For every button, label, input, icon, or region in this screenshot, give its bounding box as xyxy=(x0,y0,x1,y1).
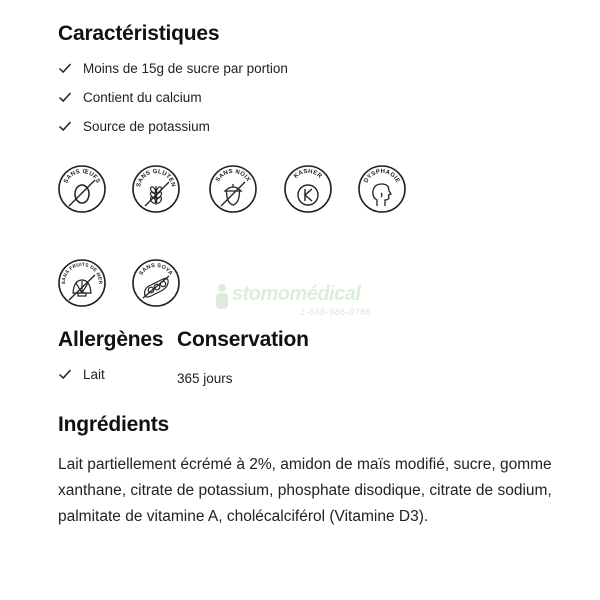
egg-icon xyxy=(69,180,95,206)
badge-dysphagie xyxy=(357,164,407,214)
badge-label: SANS SOYA xyxy=(138,262,174,277)
ingredients-text: Lait partiellement écrémé à 2%, amidon de maïs modifié, sucre, gomme xanthane, citrate de potassium, phosphate disodique, citrate de sodium, palmitate de vitamine A, cholécalciférol (Vitamine D3). xyxy=(58,456,552,525)
badge-label: DYSPHAGIE xyxy=(363,168,401,185)
badge-sans-soya xyxy=(131,258,181,308)
checkmark-icon xyxy=(58,367,72,381)
badge-sans-fruits-de-mer xyxy=(57,258,107,308)
ingredients-title: Ingrédients xyxy=(58,413,169,436)
checkmark-icon xyxy=(58,61,72,75)
badge-label: SANS NOIX xyxy=(215,168,251,184)
characteristic-text: Contient du calcium xyxy=(83,89,202,105)
badge-label: SANS GLUTEN xyxy=(136,168,176,188)
watermark-brand: stomomédical xyxy=(232,283,361,305)
badge-sans-gluten xyxy=(131,164,181,214)
characteristics-title: Caractéristiques xyxy=(58,22,220,45)
allergen-text: Lait xyxy=(83,366,105,382)
shell-icon xyxy=(69,275,95,300)
person-logo-icon xyxy=(212,283,232,311)
characteristic-item xyxy=(58,116,210,136)
svg-text:SANS SOYA xyxy=(138,263,173,277)
allergens-title: Allergènes xyxy=(58,328,164,351)
checkmark-icon xyxy=(58,119,72,133)
badge-sans-oeufs xyxy=(57,164,107,214)
badge-kasher xyxy=(283,164,333,214)
acorn-icon xyxy=(221,182,245,206)
head-profile-icon xyxy=(373,184,391,206)
badge-sans-noix xyxy=(208,164,258,214)
characteristic-text: Moins de 15g de sucre par portion xyxy=(83,60,288,76)
characteristic-item xyxy=(58,87,202,107)
badge-label: KASHER xyxy=(293,168,323,180)
conservation-title: Conservation xyxy=(177,328,309,351)
badge-label: SANS ŒUFS xyxy=(63,168,101,185)
kosher-k-icon xyxy=(298,185,318,205)
watermark xyxy=(212,283,372,317)
wheat-icon xyxy=(145,182,169,206)
svg-text:SANS ŒUFS xyxy=(63,169,101,185)
characteristic-item xyxy=(58,58,288,78)
checkmark-icon xyxy=(58,90,72,104)
allergen-item xyxy=(58,364,105,384)
watermark-phone: 1-866-986-0786 xyxy=(300,307,372,317)
svg-text:SANS NOIX xyxy=(215,169,251,183)
conservation-value: 365 jours xyxy=(177,371,233,386)
badge-label: SANS FRUITS DE MER xyxy=(61,262,103,285)
svg-text:KASHER xyxy=(293,169,323,180)
characteristic-text: Source de potassium xyxy=(83,118,210,134)
soy-pod-icon xyxy=(143,276,169,298)
svg-text:DYSPHAGIE xyxy=(363,169,400,184)
